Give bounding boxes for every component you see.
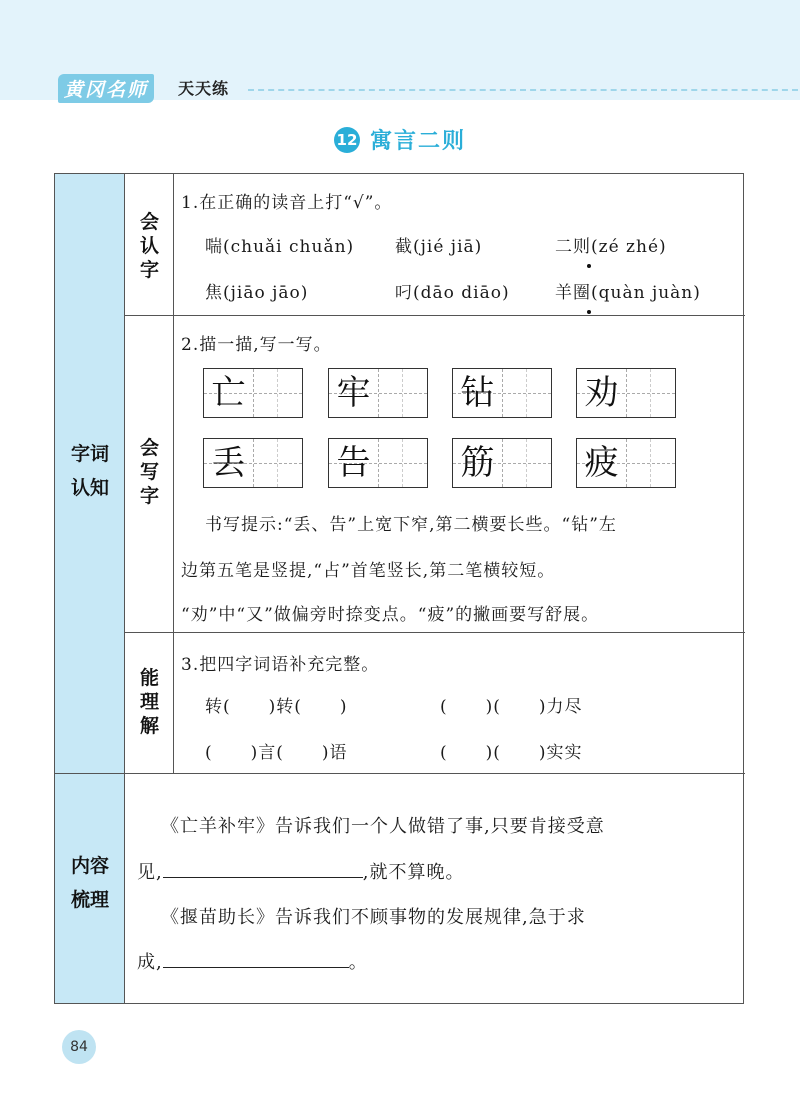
divider xyxy=(125,632,745,633)
q3-item xyxy=(440,692,583,717)
content-paragraph-2-line-2 xyxy=(137,948,368,974)
answer-blank[interactable] xyxy=(163,967,349,968)
q3-item xyxy=(205,692,348,717)
lesson-number-badge: 12 xyxy=(334,127,360,153)
grid-line xyxy=(650,439,651,487)
divider xyxy=(125,315,745,316)
sub-label-recognize xyxy=(126,210,173,282)
grid-line xyxy=(526,439,527,487)
q1-item: 二则(zé zhé) xyxy=(555,237,667,257)
text-fragment: ,就不算晚。 xyxy=(362,862,465,883)
lesson-title xyxy=(0,124,800,155)
trace-character: 钻 xyxy=(460,373,495,413)
trace-character: 丢 xyxy=(211,443,246,483)
answer-blank[interactable] xyxy=(163,877,363,878)
writing-grid xyxy=(328,368,428,418)
label-text: 能理解 xyxy=(139,667,159,737)
q3-part: )力尽 xyxy=(538,697,583,717)
brand-logo: 黄冈名师 xyxy=(58,74,154,103)
writing-tip-line: 边第五笔是竖提,“占”首笔竖长,第二笔横较短。 xyxy=(181,561,556,581)
divider xyxy=(55,773,745,774)
header-dashed-line xyxy=(248,89,798,91)
content-paragraph-1-line-1: 《亡羊补牢》告诉我们一个人做错了事,只要肯接受意 xyxy=(161,816,605,837)
q3-part: )转( xyxy=(268,697,302,717)
grid-line xyxy=(277,369,278,417)
q1-item: 羊圈(quàn juàn) xyxy=(555,283,701,303)
q3-part: )语 xyxy=(321,743,348,763)
text-fragment: 。 xyxy=(348,952,368,973)
writing-grid xyxy=(203,368,303,418)
sub-label-understand xyxy=(126,666,173,738)
writing-grid xyxy=(328,438,428,488)
text-fragment: 见, xyxy=(137,862,163,883)
grid-line xyxy=(402,369,403,417)
label-text: 字词认知 xyxy=(70,443,109,499)
q3-item xyxy=(205,738,348,763)
grid-line xyxy=(402,439,403,487)
q3-prompt: 3.把四字词语补充完整。 xyxy=(181,655,380,675)
writing-tip-line: 书写提示:“丢、告”上宽下窄,第二横要长些。“钻”左 xyxy=(205,515,617,535)
grid-line xyxy=(650,369,651,417)
text-fragment: 成, xyxy=(137,952,163,973)
trace-character: 劝 xyxy=(584,373,619,413)
trace-character: 亡 xyxy=(211,373,246,413)
q3-part: )( xyxy=(485,743,501,763)
category-label-content xyxy=(55,849,125,917)
writing-grid xyxy=(203,438,303,488)
writing-grid xyxy=(452,438,552,488)
page-number: 84 xyxy=(62,1030,96,1064)
q1-item: 焦(jiāo jāo) xyxy=(205,283,309,303)
q1-prompt: 1.在正确的读音上打“√”。 xyxy=(181,193,393,213)
series-title: 天天练 xyxy=(178,79,230,98)
content-paragraph-1-line-2 xyxy=(137,858,464,884)
label-text: 会认字 xyxy=(139,211,159,281)
grid-line xyxy=(277,439,278,487)
q3-part: )( xyxy=(485,697,501,717)
trace-character: 牢 xyxy=(336,373,371,413)
worksheet-table xyxy=(54,173,744,1004)
grid-line xyxy=(526,369,527,417)
q3-part: )实实 xyxy=(538,743,583,763)
q3-part: )言( xyxy=(250,743,284,763)
q3-part: 转( xyxy=(205,697,231,717)
writing-grid xyxy=(576,438,676,488)
writing-tip-line: “劝”中“又”做偏旁时捺变点。“疲”的撇画要写舒展。 xyxy=(181,605,600,625)
writing-grid xyxy=(576,368,676,418)
q1-item: 截(jié jiā) xyxy=(395,237,483,257)
category-label-vocab xyxy=(55,437,125,505)
q3-part: ( xyxy=(205,743,213,763)
q3-part: ( xyxy=(440,697,448,717)
label-text: 会写字 xyxy=(139,437,159,507)
trace-character: 告 xyxy=(336,443,371,483)
emphasis-dot xyxy=(587,264,591,268)
content-paragraph-2-line-1: 《揠苗助长》告诉我们不顾事物的发展规律,急于求 xyxy=(161,907,586,928)
label-text: 内容梳理 xyxy=(70,855,109,911)
q1-item: 喘(chuǎi chuǎn) xyxy=(205,237,355,257)
q2-prompt: 2.描一描,写一写。 xyxy=(181,335,332,355)
sub-label-write xyxy=(126,436,173,508)
trace-character: 疲 xyxy=(584,443,619,483)
q3-part: ) xyxy=(339,697,348,717)
q1-item: 叼(dāo diāo) xyxy=(395,283,510,303)
trace-character: 筋 xyxy=(460,443,495,483)
lesson-title-text: 寓言二则 xyxy=(369,129,466,154)
q3-part: ( xyxy=(440,743,448,763)
writing-grid xyxy=(452,368,552,418)
emphasis-dot xyxy=(587,310,591,314)
q3-item xyxy=(440,738,583,763)
divider xyxy=(173,174,174,774)
